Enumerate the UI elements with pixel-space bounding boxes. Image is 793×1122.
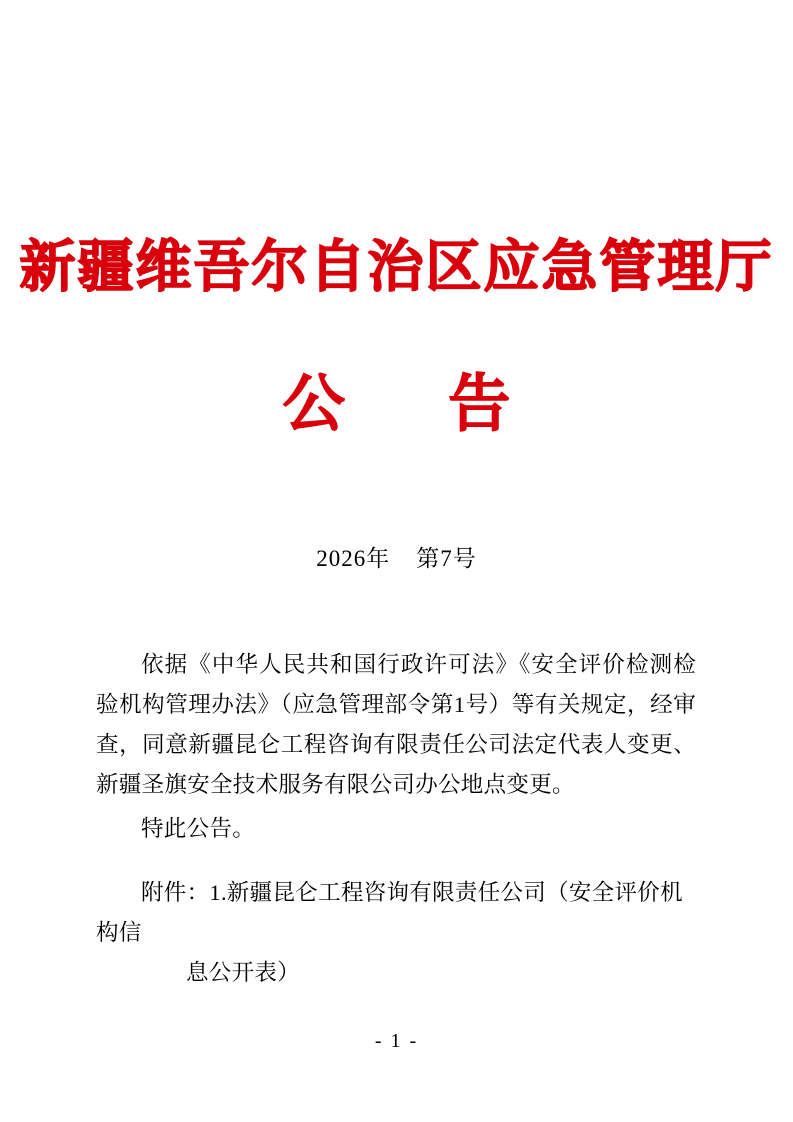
document-masthead-title: 新疆维吾尔自治区应急管理厅 xyxy=(19,237,774,299)
document-type-heading: 公 告 xyxy=(282,371,555,439)
issue-year: 2026年 xyxy=(316,546,391,571)
attachment-line-1: 附件：1.新疆昆仑工程咨询有限责任公司（安全评价机构信 xyxy=(96,880,683,945)
document-body xyxy=(96,645,696,993)
attachment-line-2: 息公开表） xyxy=(186,960,301,985)
body-spacer xyxy=(96,849,696,873)
issue-number: 第7号 xyxy=(416,546,477,571)
page-number: - 1 - xyxy=(374,1030,419,1052)
body-paragraph-1: 依据《中华人民共和国行政许可法》《安全评价检测检验机构管理办法》（应急管理部令第1号）等有关规定，经审查，同意新疆昆仑工程咨询有限责任公司法定代表人变更、新疆圣旗安全技术服务有限公司办公地点变更。 xyxy=(96,652,696,797)
body-paragraph-2: 特此公告。 xyxy=(141,816,256,841)
document-issue-line xyxy=(0,540,793,573)
